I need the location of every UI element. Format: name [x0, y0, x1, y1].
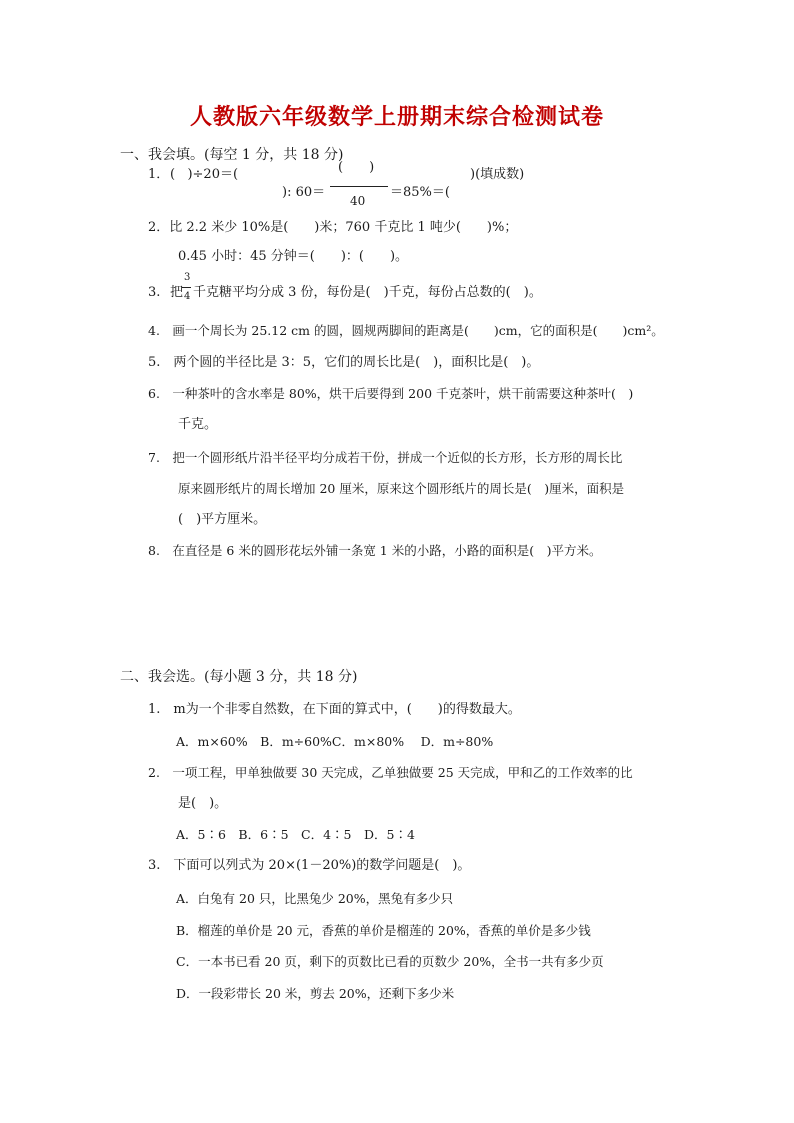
question-1-3-frac-num: 3	[184, 272, 191, 283]
question-1-3-frac-den: 4	[184, 291, 191, 302]
question-2-3-option-d: D．一段彩带长 20 米，剪去 20%，还剩下多少米	[176, 986, 455, 1001]
question-1-1-frac-den: 40	[350, 194, 366, 208]
question-1-1-part2: ): 60＝	[282, 185, 326, 200]
question-1-7-line1: 7. 把一个圆形纸片沿半径平均分成若干份，拼成一个近似的长方形，长方形的周长比	[148, 450, 623, 465]
question-1-1-num: 1．	[148, 167, 170, 182]
question-1-1-frac-num: ( )	[338, 160, 375, 175]
section-1-heading: 一、我会填。(每空 1 分，共 18 分)	[120, 147, 344, 163]
question-1-7-line3: ( )平方厘米。	[178, 512, 267, 527]
question-1-6-line2: 千克。	[178, 417, 218, 432]
question-2-1-options: A．m×60% B．m÷60%C．m×80% D．m÷80%	[176, 734, 494, 749]
question-1-6-line1: 6. 一种茶叶的含水率是 80%，烘干后要得到 200 千克茶叶，烘干前需要这种茶叶( )	[148, 386, 634, 401]
question-2-1-stem: 1. m为一个非零自然数，在下面的算式中，( )的得数最大。	[148, 702, 521, 717]
question-1-5: 5. 两个圆的半径比是 3：5，它们的周长比是( )，面积比是( )。	[148, 355, 540, 370]
question-2-2-line2: 是( )。	[178, 796, 228, 811]
question-2-2-options: A．5∶6 B．6∶5 C．4∶5 D．5∶4	[176, 827, 415, 842]
question-1-1-after-b: )(填成数)	[470, 167, 525, 182]
question-2-3-option-a: A．白兔有 20 只，比黑兔少 20%，黑兔有多少只	[176, 891, 454, 906]
question-1-1-after-a: ＝85%＝(	[390, 185, 450, 200]
question-1-3-pre: 把	[170, 285, 184, 300]
question-1-1-part1: ( )÷20＝(	[170, 167, 239, 182]
question-2-3-stem: 3. 下面可以列式为 20×(1－20%)的数学问题是( )。	[148, 858, 471, 873]
question-2-3-option-b: B．榴莲的单价是 20 元，香蕉的单价是榴莲的 20%，香蕉的单价是多少钱	[176, 923, 591, 938]
question-2-2-line1: 2. 一项工程，甲单独做要 30 天完成，乙单独做要 25 天完成，甲和乙的工作效率的比	[148, 765, 633, 780]
page-title: 人教版六年级数学上册期末综合检测试卷	[189, 104, 604, 130]
question-1-3-frac-bar	[182, 287, 191, 288]
question-2-3-option-c: C．一本书已看 20 页，剩下的页数比已看的页数少 20%，全书一共有多少页	[176, 954, 604, 969]
question-1-7-line2: 原来圆形纸片的周长增加 20 厘米，原来这个圆形纸片的周长是( )厘米，面积是	[178, 481, 625, 496]
question-1-3-post: 千克糖平均分成 3 份，每份是( )千克，每份占总数的( )。	[193, 285, 542, 300]
question-1-2-line1: 2．比 2.2 米少 10%是( )米；760 千克比 1 吨少( )%；	[148, 220, 518, 235]
question-1-8: 8. 在直径是 6 米的圆形花坛外铺一条宽 1 米的小路，小路的面积是( )平方米。	[148, 543, 602, 558]
question-1-2-line2: 0.45 小时：45 分钟＝( )：( )。	[178, 249, 409, 264]
question-1-3-num: 3.	[148, 285, 161, 300]
question-1-1-frac-bar	[330, 186, 388, 187]
question-1-4: 4. 画一个周长为 25.12 cm 的圆，圆规两脚间的距离是( )cm，它的面积是( )cm²。	[148, 323, 664, 338]
section-2-heading: 二、我会选。(每小题 3 分，共 18 分)	[120, 669, 358, 685]
